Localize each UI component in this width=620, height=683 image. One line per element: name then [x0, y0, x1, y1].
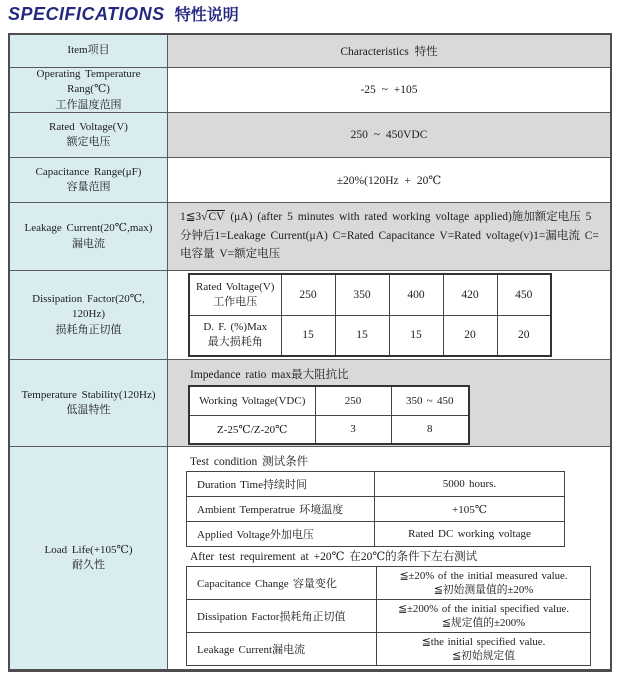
header-characteristics-label: Characteristics 特性 — [340, 46, 438, 58]
header-characteristics-cell — [168, 35, 610, 67]
temperature-stability-content — [168, 360, 610, 446]
formula-prefix: 1≦3 — [180, 211, 202, 223]
condition-value: Rated DC working voltage — [375, 522, 565, 547]
temperature-stability-label-en: Temperature Stability(120Hz) — [21, 388, 156, 401]
dissipation-factor-table — [188, 273, 552, 357]
load-life-label-cell — [10, 447, 168, 669]
rated-voltage-label-en: Rated Voltage(V) — [49, 120, 128, 133]
requirement-value-en: ≦±200% of the initial specified value. — [397, 602, 570, 615]
dissipation-df-row — [189, 315, 551, 356]
page-title-zh: 特性说明 — [174, 7, 239, 24]
impedance-ratio-250-value: 3 — [315, 415, 391, 444]
leakage-current-value-cell — [168, 203, 610, 270]
requirement-row — [187, 567, 591, 600]
temperature-stability-value-cell — [168, 360, 610, 446]
leakage-current-label-en: Leakage Current(20℃,max) — [24, 222, 153, 235]
condition-label: Applied Voltage外加电压 — [187, 522, 375, 547]
requirement-label: Dissipation Factor损耗角正切值 — [187, 600, 377, 633]
dissipation-factor-label-zh: 损耗角正切值 — [55, 323, 122, 336]
table-header-row — [10, 35, 610, 67]
voltage-cell: 450 — [497, 274, 551, 315]
formula-radicand: CV — [208, 211, 225, 223]
row-dissipation-factor — [10, 270, 610, 359]
requirement-value-en: ≦the initial specified value. — [421, 635, 546, 648]
dissipation-voltage-header-en: Rated Voltage(V) — [196, 280, 275, 293]
impedance-ratio-350-450-value: 8 — [391, 415, 469, 444]
row-capacitance-range — [10, 157, 610, 202]
leakage-current-label-cell — [10, 203, 168, 270]
capacitance-range-label-zh: 容量范围 — [66, 181, 111, 193]
specifications-table — [8, 33, 612, 672]
header-item-label: Item项目 — [67, 44, 110, 57]
working-voltage-row — [189, 386, 469, 415]
condition-label: Ambient Temperatrue 环境温度 — [187, 497, 375, 522]
operating-temperature-label-en: Operating Temperature Rang(℃) — [36, 67, 141, 96]
requirement-value — [377, 633, 591, 666]
requirement-label: Leakage Current漏电流 — [187, 633, 377, 666]
operating-temperature-value-cell — [168, 68, 610, 112]
voltage-cell: 250 — [281, 274, 335, 315]
capacitance-range-label-en: Capacitance Range(μF) — [35, 165, 142, 178]
dissipation-voltage-header-zh: 工作电压 — [213, 295, 258, 308]
voltage-cell: 420 — [443, 274, 497, 315]
leakage-current-label-zh: 漏电流 — [72, 237, 105, 250]
dissipation-table-wrap — [168, 273, 610, 357]
condition-value: 5000 hours. — [375, 472, 565, 497]
operating-temperature-label-zh: 工作温度范围 — [55, 98, 122, 111]
df-value-cell: 20 — [443, 315, 497, 356]
page-title-en: SPECIFICATIONS — [8, 4, 165, 24]
capacitance-range-label-cell — [10, 158, 168, 202]
after-test-requirement-table — [186, 566, 591, 666]
requirement-value-zh: ≦初始测量值的±20% — [433, 584, 534, 596]
temperature-stability-label-cell — [10, 360, 168, 446]
dissipation-voltage-row — [189, 274, 551, 315]
voltage-cell: 350 — [335, 274, 389, 315]
radical-sign: √ — [201, 211, 208, 223]
condition-label: Duration Time持续时间 — [187, 472, 375, 497]
df-value-cell: 20 — [497, 315, 551, 356]
load-life-value-cell — [168, 447, 610, 669]
formula-rest: (μA) (after 5 minutes with rated working voltage applied)施加额定电压 5分钟后1=Leakage Current(μA) C=Rated Capacitance V=Rated voltage(v)1=漏电流 C=电容量 V=额定电压 — [180, 211, 599, 261]
operating-temperature-value: -25 ~ +105 — [360, 84, 418, 96]
row-rated-voltage — [10, 112, 610, 157]
condition-value: +105℃ — [375, 497, 565, 522]
dissipation-factor-label-en: Dissipation Factor(20℃, 120Hz) — [32, 292, 145, 321]
condition-row — [187, 497, 565, 522]
condition-row — [187, 522, 565, 547]
temperature-stability-label-zh: 低温特性 — [66, 404, 111, 416]
load-life-label-zh: 耐久性 — [72, 559, 105, 571]
test-condition-caption: Test condition 测试条件 — [190, 456, 309, 468]
load-life-content — [168, 447, 610, 669]
requirement-value-en: ≦±20% of the initial measured value. — [399, 569, 568, 582]
impedance-ratio-caption: Impedance ratio max最大阻抗比 — [190, 369, 349, 381]
voltage-cell: 400 — [389, 274, 443, 315]
rated-voltage-value: 250 ~ 450VDC — [350, 129, 428, 141]
requirement-value-zh: ≦初始规定值 — [451, 650, 516, 662]
capacitance-range-value-cell — [168, 158, 610, 202]
impedance-ratio-header-cell: Z-25℃/Z-20℃ — [189, 415, 315, 444]
working-voltage-250-cell: 250 — [315, 386, 391, 415]
leakage-current-formula — [168, 203, 610, 270]
requirement-label: Capacitance Change 容量变化 — [187, 567, 377, 600]
dissipation-factor-label-cell — [10, 271, 168, 359]
test-condition-table — [186, 471, 565, 547]
capacitance-range-value: ±20%(120Hz + 20℃ — [336, 175, 442, 187]
df-header-en: D. F. (%)Max — [203, 321, 268, 334]
row-load-life — [10, 446, 610, 669]
df-value-cell: 15 — [281, 315, 335, 356]
page-title — [8, 2, 239, 25]
rated-voltage-label-zh: 额定电压 — [66, 136, 111, 148]
row-operating-temperature — [10, 67, 610, 112]
requirement-value — [377, 600, 591, 633]
condition-row — [187, 472, 565, 497]
rated-voltage-value-cell — [168, 113, 610, 157]
load-life-label-en: Load Life(+105℃) — [44, 543, 133, 556]
rated-voltage-label-cell — [10, 113, 168, 157]
requirement-value-zh: ≦规定值的±200% — [441, 617, 526, 629]
df-value-cell: 15 — [335, 315, 389, 356]
after-test-caption: After test requirement at +20℃ 在20℃的条件下左右测试 — [190, 551, 478, 563]
working-voltage-header-cell: Working Voltage(VDC) — [189, 386, 315, 415]
df-header-zh: 最大损耗角 — [207, 336, 263, 349]
operating-temperature-label-cell — [10, 68, 168, 112]
dissipation-voltage-header-cell — [189, 274, 281, 315]
dissipation-factor-value-cell — [168, 271, 610, 359]
impedance-ratio-row — [189, 415, 469, 444]
requirement-value — [377, 567, 591, 600]
row-leakage-current — [10, 202, 610, 270]
row-temperature-stability — [10, 359, 610, 446]
impedance-ratio-table — [188, 385, 470, 445]
df-header-cell — [189, 315, 281, 356]
working-voltage-350-450-cell: 350 ~ 450 — [391, 386, 469, 415]
df-value-cell: 15 — [389, 315, 443, 356]
requirement-row — [187, 633, 591, 666]
header-item-cell — [10, 35, 168, 67]
requirement-row — [187, 600, 591, 633]
